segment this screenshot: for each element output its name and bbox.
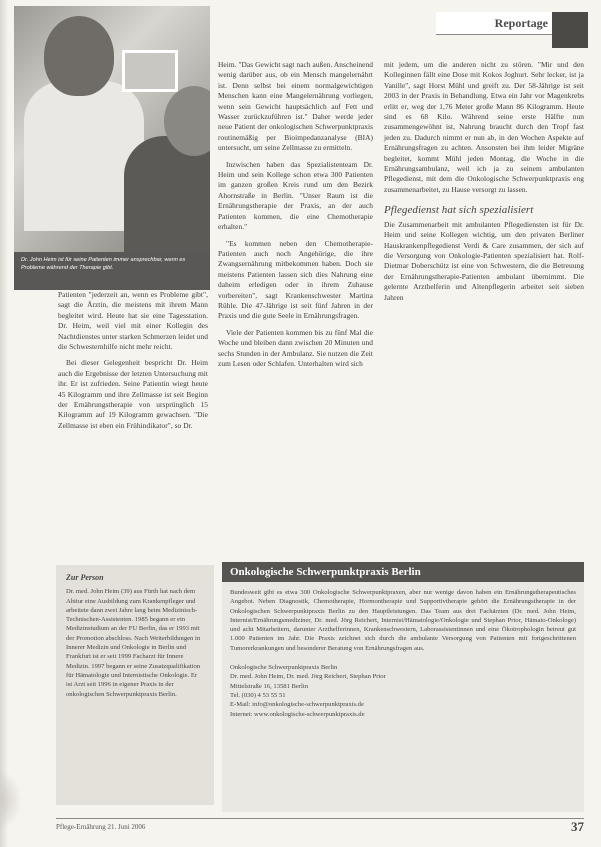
section-header xyxy=(436,12,588,35)
person-box-title: Zur Person xyxy=(66,573,104,582)
address-line: E-Mail: info@onkologische-schwerpunktpraxis.de xyxy=(230,701,364,709)
praxis-box-title: Onkologische Schwerpunktpraxis Berlin xyxy=(222,562,584,582)
page-gutter-shadow xyxy=(0,0,8,847)
person-box-text: Dr. med. John Heim (39) aus Fürth hat nach dem Abitur eine Ausbildung zum Krankenpfleger und arbeitete dann zwei Jahre lang beim Medizinisch-Technischen-Assistenten. 1985 begann er ein Medizinstudium an der FU Berlin, das er 1993 mit der Promotion abschloss. Nach Weiterbildungen in Innerer Medizin und Onkologie in Berlin und Frankfurt ist er seit 1999 Facharzt für Innere Medizin. 1997 begann er seine Zusatzqualifikation für Hämatologie und Internistische Onkologie. Er ist Arzt seit 1996 in eigener Praxis in der onkologischen Schwerpunktpraxis Berlin. xyxy=(66,588,201,698)
page-fold-shadow xyxy=(0,770,22,830)
article-column-2 xyxy=(218,60,373,375)
wall-picture xyxy=(122,50,178,92)
article-photo xyxy=(14,6,210,252)
section-marker xyxy=(552,12,588,48)
article-column-1 xyxy=(58,290,208,437)
publication-source: Pflege-Ernährung 21. Juni 2006 xyxy=(56,823,146,831)
paragraph: Bei dieser Gelegenheit bespricht Dr. Heim auch die Ergebnisse der letzten Untersuchung mit ihr. Er ist zufrieden. Seine Patientin wiegt heute 45 Kilogramm und ihre Zellmasse ist seit Beginn der Ernährungstherapie von ursprünglich 15 Kilogramm auf 19 Kilogramm gewachsen. "Die Zellmasse ist eben ein Frühindikator", so Dr. xyxy=(58,358,208,430)
address-line: Tel. (030) 4 53 55 51 xyxy=(230,691,286,699)
paragraph: Die Zusammenarbeit mit ambulanten Pflegediensten ist für Dr. Heim und seine Kollegen wichtig, um den privaten Berliner Hauskrankenpflegedienst Verdi & Care zusammen, der sich auf die Versorgung von Onkologie-Patienten spezialisiert hat. Rolf-Dietmar Doberschütz ist eine von Schwestern, die die Betreuung der Ernährungstherapie-Patienten ambulant übernimmt. Die gelernte Arzthelferin und Altenpflegerin arbeitet seit sieben Jahren xyxy=(384,219,584,302)
article-column-3 xyxy=(384,60,584,309)
address-line: Internet: www.onkologische-schwerpunktpraxis.de xyxy=(230,710,365,718)
praxis-address xyxy=(222,659,584,723)
section-title: Reportage xyxy=(494,16,548,30)
address-line: Mittelstraße 16, 13581 Berlin xyxy=(230,682,309,690)
paragraph: Heim. "Das Gewicht sagt nach außen. Anscheinend wenig darüber aus, ob ein Mensch mangelernährt ist. Denn selbst bei einem normalgewichtigen Menschen kann eine Mangelernährung vorliegen, wenn sein Gewicht hauptsächlich auf Fett und Wasser zurückzuführen ist." Daher werde jeder neue Patient der onkologischen Schwerpunktpraxis routinemäßig per Bioimpedanzanalyse (BIA) untersucht, um seine Zellmasse zu ermitteln. xyxy=(218,60,373,153)
person-info-box xyxy=(56,565,214,805)
page-number: 37 xyxy=(571,819,584,834)
praxis-info-box xyxy=(222,562,584,812)
doctor-head xyxy=(44,16,114,96)
subheading: Pflegedienst hat sich spezialisiert xyxy=(384,204,534,217)
paragraph: Viele der Patienten kommen bis zu fünf Mal die Woche und bleiben dann zwischen 20 Minuten und sechs Stunden in der Ambulanz. Sie nutzen die Zeit zum Lesen oder Schlafen. Unterhalten wird sich xyxy=(218,327,373,368)
paragraph: Inzwischen haben das Spezialistenteam Dr. Heim und sein Kollege schon etwa 300 Patienten im ganzen großen Kreis rund um den Bezirk Ahornstraße in Berlin. "Unser Raum ist die Ernährungstherapie der Praxis, an der auch Patienten kommen, die eine Chemotherapie erhalten." xyxy=(218,159,373,232)
praxis-box-text: Bundesweit gibt es etwa 300 Onkologische Schwerpunktpraxen, aber nur wenige davon haben ein Ernährungstherapeutisches Angebot. Neben Diagnostik, Chemotherapie, Hormontherapie und Supportivtherapie gehört die Ernährungstherapie in der Onkologischen Schwerpunktpraxis Berlin zu den Hauptleistungen. Das Team aus drei Fachärzten (Dr. med. John Heim, Internist/Ernährungsmediziner, Dr. med. Jörg Reichert, Internist/Hämatologie/Onkologie und Stephan Prior, Hämato-Onkologe) und acht Mitarbeitern, darunter Arzthelferinnen, Krankenschwestern, Laborassistentinnen und eine Ökotrophologin betreut gut 1.000 Patienten im Jahr. Die Praxis zeichnet sich durch die ambulante Versorgung von Patienten mit fortgeschrittenen Tumorerkrankungen und besonderer Beratung von Ernährungsfragen aus. xyxy=(230,589,576,652)
photo-caption: Dr. John Heim ist für seine Patienten immer ansprechbar, wenn es Probleme während der Therapie gibt. xyxy=(14,252,210,290)
page-footer xyxy=(56,818,584,834)
paragraph: "Es kommen neben den Chemotherapie-Patienten auch noch Angehörige, die ihre Zwangsernährung mitbekommen haben. Doch sie meistens Patienten lassen sich dies Nahrung eine daheim erledigen oder in ihrem Zuhause vorbereiten", sagt Krankenschwester Martina Rühle. Die 47-Jährige ist seit fünf Jahren in der Praxis und die gute Seele in Ernährungsfragen. xyxy=(218,238,373,321)
address-line: Dr. med. John Heim, Dr. med. Jörg Reichert, Stephan Prior xyxy=(230,673,386,681)
address-line: Onkologische Schwerpunktpraxis Berlin xyxy=(230,664,338,672)
paragraph: mit jedem, um die anderen nicht zu stören. "Mir und den Kolleginnen fällt eine Dose mit Kokos Joghurt. Sehr lecker, ist ja Vanille", sagt Horst Mühl und greift zu. Der 58-Jährige ist seit 2003 in der Praxis in Behandlung. Etwa ein Jahr vor Magenkrebs erlitt er, weg der 1,76 Meter große Mann 86 Kilogramm. Heute sind es 68 Kilo. Während seine erste Hälfte nun zusammengewöhnt ist, Nahrung braucht durch den Tropf fast jeden zu. Dadurch nimmt er nun ab, in den Wochen Aspekte auf Ernährungsfragen zu achten. Ansonsten bei ihm leider Migräne begleitet, kommt Mühl jeden Montag, die Woche in die Ernährungsambulanz, weil ich ja zu seinem ambulanten Pflegedienst, mit dem die Onkologische Schwerpunktpraxis eng zusammenarbeitet, zu Hause versorgt zu lassen. xyxy=(384,60,584,194)
paragraph: Patienten "jederzeit an, wenn es Probleme gibt", sagt die Ärztin, die meistens mit ihrem Mann begleitet wird. Heute hat sie eine Tagesstation. Dr. Heim, weil viel mit einer Kollegin des Nachtdienstes unter starken Schmerzen leidet und die Schwesternhilfe nicht mehr reicht. xyxy=(58,290,208,352)
